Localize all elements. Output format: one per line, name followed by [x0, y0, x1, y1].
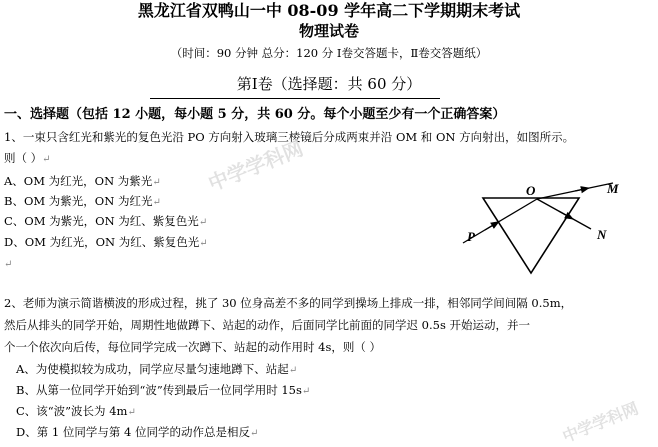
- q2-stem-line2: 然后从排头的同学开始，周期性地做蹲下、站起的动作，后面同学比前面的同学迟 0.5s 开始运动，并一: [4, 318, 530, 332]
- q1-option-a: [4, 176, 161, 188]
- q2-option-c: [16, 406, 136, 418]
- q1-stem-text: 则（ ）: [4, 151, 43, 165]
- q1-stem-line1: 1、一束只含红光和紫光的复色光沿 PO 方向射入玻璃三棱镜后分成两束并沿 OM 和 ON 方向射出，如图所示。: [4, 130, 575, 144]
- q2-option-b-text: B、从第一位同学开始到“波”传到最后一位同学用时 15s: [16, 383, 302, 397]
- q2-option-b: [16, 385, 310, 397]
- paragraph-mark: ↵: [42, 154, 51, 165]
- label-o: O: [526, 183, 536, 198]
- q2-stem-line1: 2、老师为演示简谐横波的形成过程，挑了 30 位身高差不多的同学到操场上排成一排，相邻同学间间隔 0.5m，: [4, 296, 573, 310]
- q1-option-c: [4, 216, 207, 228]
- incident-ray-arrow: [485, 222, 499, 230]
- paragraph-mark: ↵: [301, 386, 311, 397]
- q1-option-d-text: D、OM 为红光，ON 为红、紫复色光: [4, 235, 200, 249]
- q2-option-a: [16, 364, 297, 376]
- watermark-center: 中学学科网: [204, 136, 307, 196]
- watermark-bottom-right: 中学学科网: [559, 398, 642, 447]
- ray-om-arrow: [575, 188, 589, 191]
- exam-subtitle: 物理试卷: [298, 22, 359, 40]
- exam-info: （时间：90 分钟 总分：120 分 Ⅰ卷交答题卡，Ⅱ卷交答题纸）: [170, 46, 488, 60]
- q2-option-c-text: C、该“波”波长为 4m: [16, 404, 128, 418]
- exam-title: 黑龙江省双鸭山一中 08-09 学年高二下学期期末考试: [137, 1, 521, 20]
- label-m: M: [607, 181, 619, 196]
- paragraph-mark: ↵: [127, 407, 136, 418]
- q1-stem-line2: [4, 153, 51, 165]
- q1-option-b: [4, 196, 161, 208]
- q1-option-b-text: B、OM 为紫光，ON 为红光: [4, 194, 153, 208]
- q1-option-d: [4, 237, 208, 249]
- part-heading: 第Ⅰ卷（选择题：共 60 分）: [236, 75, 422, 93]
- q1-option-a-text: A、OM 为红光，ON 为紫光: [4, 174, 153, 188]
- section-title: 一、选择题（包括 12 小题，每小题 5 分，共 60 分。每个小题至少有一个正确答案）: [4, 107, 506, 122]
- q2-option-d: [16, 427, 258, 439]
- label-n: N: [597, 227, 607, 242]
- q2-stem-line3: 个一个依次向后传，每位同学完成一次蹲下、站起的动作用时 4s，则（ ）: [4, 340, 382, 354]
- prism-figure: [455, 155, 655, 285]
- q1-option-c-text: C、OM 为紫光，ON 为红、紫复色光: [4, 214, 199, 228]
- empty-line-mark: ↵: [4, 259, 13, 270]
- part-underline: [150, 98, 440, 99]
- paragraph-mark: ↵: [152, 177, 161, 188]
- paragraph-mark: ↵: [152, 197, 161, 208]
- q2-option-d-text: D、第 1 位同学与第 4 位同学的动作总是相反: [16, 425, 250, 439]
- paragraph-mark: ↵: [249, 428, 259, 439]
- paragraph-mark: ↵: [288, 365, 298, 376]
- paragraph-mark: ↵: [199, 238, 208, 249]
- paragraph-mark: ↵: [198, 217, 208, 228]
- label-p: P: [467, 229, 475, 244]
- prism-triangle: [483, 198, 579, 273]
- q2-option-a-text: A、为使模拟较为成功，同学应尽量匀速地蹲下、站起: [16, 362, 289, 376]
